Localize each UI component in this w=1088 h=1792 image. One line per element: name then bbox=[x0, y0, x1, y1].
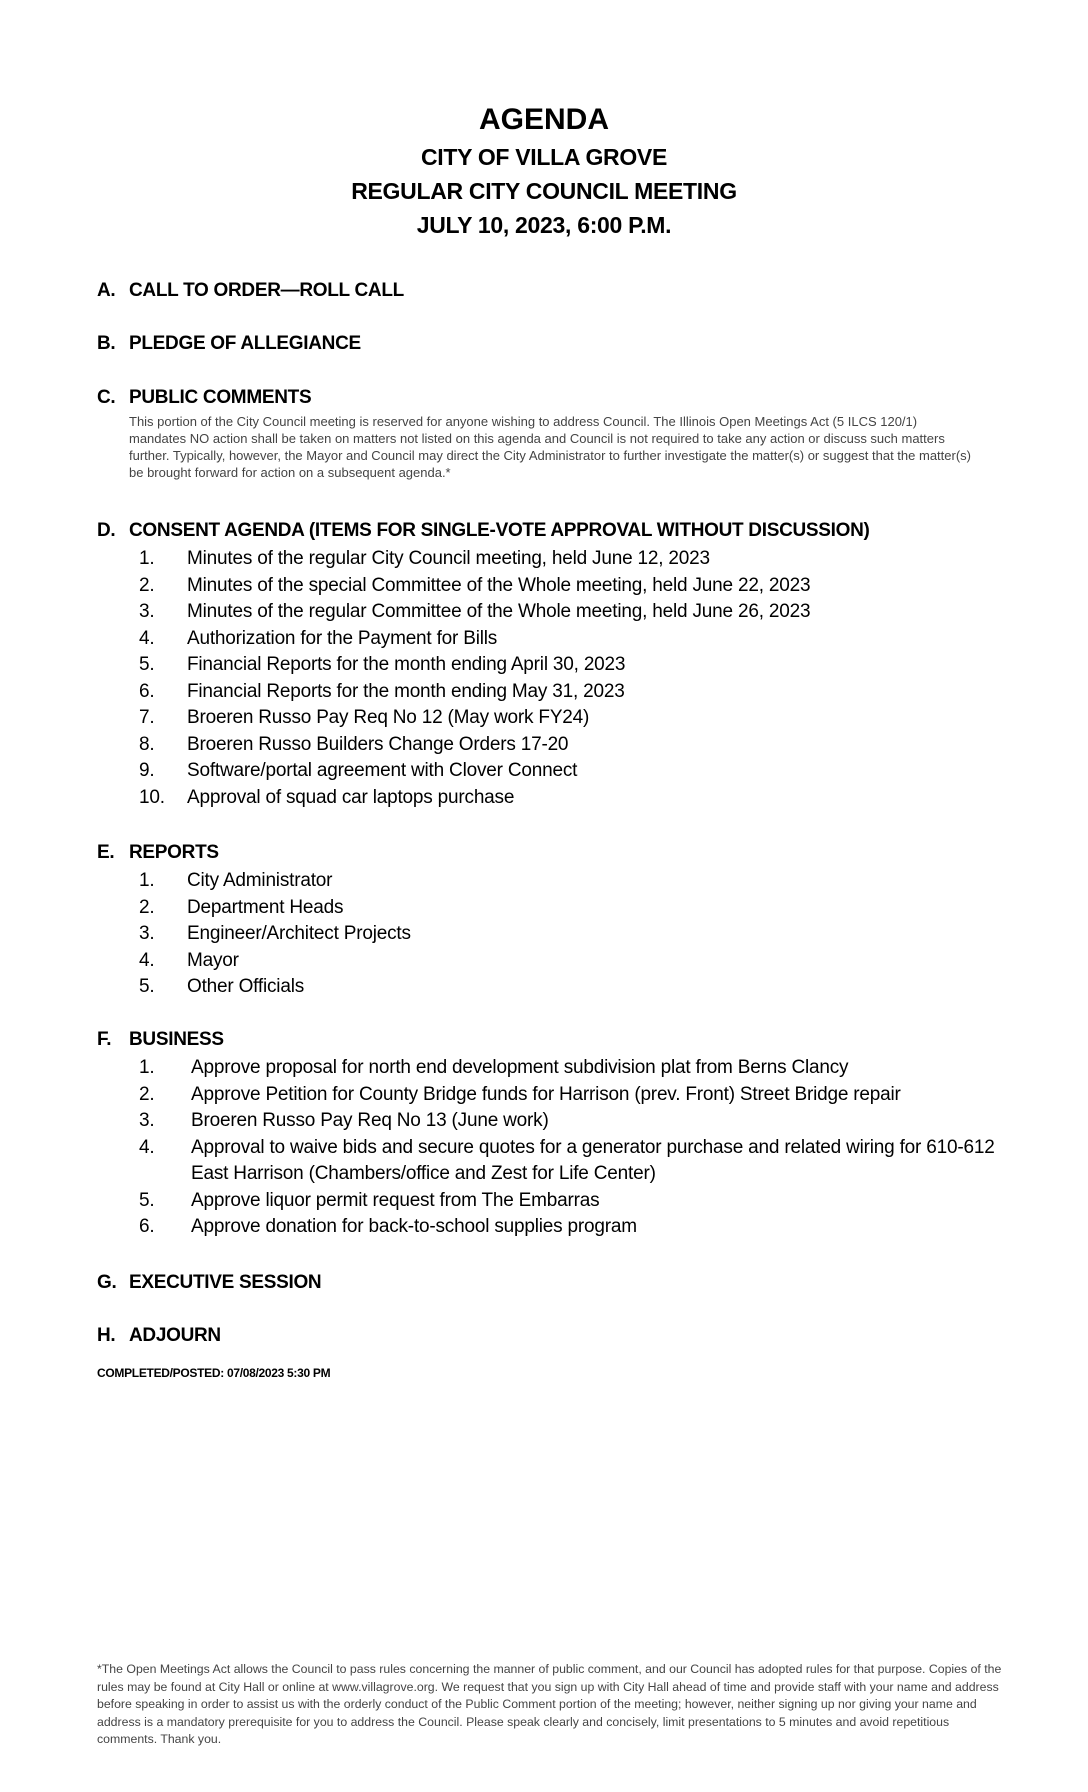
item-text: Minutes of the regular Committee of the Whole meeting, held June 26, 2023 bbox=[187, 601, 811, 622]
item-text: Broeren Russo Pay Req No 12 (May work FY24) bbox=[187, 707, 590, 728]
section-f bbox=[97, 1027, 1007, 1241]
item-number: 1. bbox=[139, 870, 155, 891]
section-letter: H. bbox=[97, 1325, 116, 1346]
section-title: CONSENT AGENDA (ITEMS FOR SINGLE-VOTE APPROVAL WITHOUT DISCUSSION) bbox=[129, 520, 870, 541]
item-number: 9. bbox=[139, 760, 155, 781]
section-e bbox=[97, 840, 1007, 1001]
item-text: City Administrator bbox=[187, 870, 333, 891]
section-letter: F. bbox=[97, 1029, 112, 1050]
item-number: 7. bbox=[139, 707, 155, 728]
agenda-title: AGENDA bbox=[478, 103, 609, 136]
item-text: Other Officials bbox=[187, 976, 305, 997]
item-text: Minutes of the regular City Council meeting, held June 12, 2023 bbox=[187, 548, 710, 569]
section-letter: A. bbox=[97, 280, 116, 301]
agenda-item bbox=[97, 732, 1007, 759]
agenda-item bbox=[97, 895, 1007, 922]
section-d bbox=[97, 518, 1007, 811]
meeting-type: REGULAR CITY COUNCIL MEETING bbox=[351, 178, 737, 204]
open-meetings-footnote: *The Open Meetings Act allows the Council to pass rules concerning the manner of public comment, and our Council has adopted rules for that purpose. Copies of the rules may be found at City Hall or online at www.villagrove.org. We request that you sign up with City Hall ahead of time and provide staff with your name and address before speaking in order to assist us with the orderly conduct of the Public Comment portion of the meeting; however, neither signing up nor giving your name and address is a mandatory prerequisite for you to address the Council. Please speak clearly and concisely, limit presentations to 5 minutes and avoid repetitious comments. Thank you. bbox=[97, 1662, 1002, 1746]
item-text: Software/portal agreement with Clover Connect bbox=[187, 760, 578, 781]
section-letter: E. bbox=[97, 842, 115, 863]
item-text: Approve donation for back-to-school supplies program bbox=[191, 1216, 637, 1237]
section-title: PUBLIC COMMENTS bbox=[129, 387, 312, 408]
item-number: 5. bbox=[139, 1189, 155, 1211]
item-text: Broeren Russo Builders Change Orders 17-20 bbox=[187, 733, 569, 755]
item-text: Approve liquor permit request from The Embarras bbox=[191, 1189, 600, 1211]
agenda-item bbox=[97, 546, 1007, 573]
agenda-item bbox=[97, 1188, 1007, 1215]
reports-list bbox=[97, 868, 1007, 1001]
agenda-item bbox=[97, 679, 1007, 706]
agenda-item bbox=[97, 1135, 1007, 1188]
section-letter: C. bbox=[97, 387, 116, 408]
city-name: CITY OF VILLA GROVE bbox=[420, 144, 668, 170]
agenda-item bbox=[97, 758, 1007, 785]
section-h bbox=[97, 1323, 1007, 1349]
item-text: Approve Petition for County Bridge funds for Harrison (prev. Front) Street Bridge repair bbox=[191, 1083, 901, 1105]
agenda-item bbox=[97, 626, 1007, 653]
public-comments-note: This portion of the City Council meeting is reserved for anyone wishing to address Council. The Illinois Open Meetings Act (5 ILCS 120/1) mandates NO action shall be taken on matters not listed on this agenda and Council is not required to take any action or discuss such matters further. Typically, however, the Mayor and Council may direct the City Administrator to further investigate the matter(s) or suggest that the matter(s) be brought forward for action on a subsequent agenda.* bbox=[129, 414, 971, 480]
item-number: 2. bbox=[139, 896, 155, 918]
agenda-item bbox=[97, 1055, 1007, 1082]
item-number: 3. bbox=[139, 1110, 155, 1131]
item-text: Financial Reports for the month ending April 30, 2023 bbox=[187, 654, 626, 675]
item-number: 4. bbox=[139, 627, 155, 649]
item-number: 3. bbox=[139, 923, 155, 944]
agenda-item bbox=[97, 1082, 1007, 1109]
section-title: EXECUTIVE SESSION bbox=[129, 1272, 322, 1293]
agenda-item bbox=[97, 868, 1007, 895]
meeting-date: JULY 10, 2023, 6:00 P.M. bbox=[416, 212, 672, 238]
agenda-item bbox=[97, 599, 1007, 626]
item-number: 6. bbox=[139, 680, 155, 702]
item-number: 3. bbox=[139, 601, 155, 622]
item-text: Minutes of the special Committee of the Whole meeting, held June 22, 2023 bbox=[187, 574, 811, 596]
section-letter: G. bbox=[97, 1272, 117, 1293]
item-number: 5. bbox=[139, 976, 155, 997]
agenda-item bbox=[97, 652, 1007, 679]
item-number: 6. bbox=[139, 1216, 155, 1237]
item-text: Authorization for the Payment for Bills bbox=[187, 627, 498, 649]
agenda-header bbox=[0, 100, 1088, 242]
item-text: Department Heads bbox=[187, 896, 344, 918]
section-title: CALL TO ORDER—ROLL CALL bbox=[129, 280, 404, 301]
item-number: 1. bbox=[139, 548, 155, 569]
item-number: 1. bbox=[139, 1057, 155, 1078]
item-number: 2. bbox=[139, 1083, 155, 1105]
agenda-item bbox=[97, 785, 1007, 812]
section-title: BUSINESS bbox=[129, 1029, 224, 1050]
business-list bbox=[97, 1055, 1007, 1241]
item-text: Approve proposal for north end development subdivision plat from Berns Clancy bbox=[191, 1057, 849, 1078]
item-number: 8. bbox=[139, 733, 155, 755]
agenda-item bbox=[97, 921, 1007, 948]
item-text: Broeren Russo Pay Req No 13 (June work) bbox=[191, 1110, 549, 1131]
agenda-item bbox=[97, 1214, 1007, 1241]
item-text: Mayor bbox=[187, 949, 239, 971]
agenda-item bbox=[97, 573, 1007, 600]
agenda-item bbox=[97, 948, 1007, 975]
item-text: Engineer/Architect Projects bbox=[187, 923, 411, 944]
section-title: REPORTS bbox=[129, 842, 219, 863]
section-g bbox=[97, 1270, 1007, 1296]
section-b bbox=[97, 331, 1007, 357]
item-text: Approval of squad car laptops purchase bbox=[187, 786, 515, 808]
item-number: 5. bbox=[139, 654, 155, 675]
agenda-item bbox=[97, 1108, 1007, 1135]
section-letter: B. bbox=[97, 333, 116, 354]
section-a bbox=[97, 278, 1007, 304]
item-number: 2. bbox=[139, 574, 155, 596]
item-text: Approval to waive bids and secure quotes for a generator purchase and related wiring for 610-612 East Harrison (Chambers/office and Zest for Life Center) bbox=[191, 1136, 995, 1184]
consent-agenda-list bbox=[97, 546, 1007, 811]
agenda-item bbox=[97, 974, 1007, 1001]
posted-timestamp: COMPLETED/POSTED: 07/08/2023 5:30 PM bbox=[97, 1366, 331, 1380]
item-number: 4. bbox=[139, 1136, 155, 1158]
item-text: Financial Reports for the month ending May 31, 2023 bbox=[187, 680, 625, 702]
agenda-item bbox=[97, 705, 1007, 732]
item-number: 10. bbox=[139, 786, 165, 808]
section-title: PLEDGE OF ALLEGIANCE bbox=[129, 333, 361, 354]
item-number: 4. bbox=[139, 949, 155, 971]
section-letter: D. bbox=[97, 520, 116, 541]
section-c bbox=[97, 385, 1007, 481]
section-title: ADJOURN bbox=[129, 1325, 221, 1346]
